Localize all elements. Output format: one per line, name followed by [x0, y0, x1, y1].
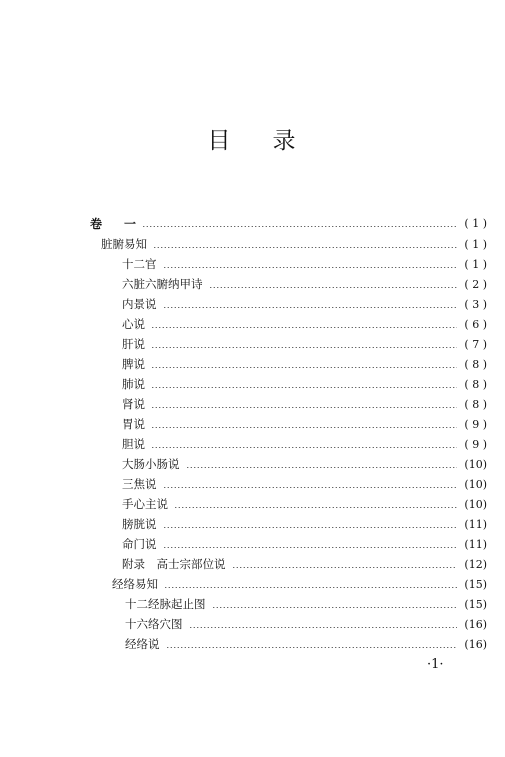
toc-entry[interactable] [122, 294, 487, 314]
toc-entry-label: 三焦说 [122, 477, 157, 491]
toc-entry[interactable] [122, 254, 487, 274]
toc-entry-label-part: 一 [124, 216, 137, 231]
toc-entry-page: ( 9 ) [464, 437, 487, 451]
toc-entry[interactable] [122, 314, 487, 334]
leader-dots [163, 527, 458, 528]
toc-entry-page: (16) [464, 637, 487, 651]
toc-entry-label: 十二经脉起止图 [125, 597, 206, 611]
toc-entry-label: 内景说 [122, 297, 157, 311]
toc-entry-label: 胆说 [122, 437, 145, 451]
toc-entry-page: ( 8 ) [464, 357, 487, 371]
toc-entry-label: 大肠小肠说 [122, 457, 180, 471]
leader-dots [151, 427, 457, 428]
toc-entry-label: 膀胱说 [122, 517, 157, 531]
toc-entry[interactable] [125, 594, 487, 614]
page-number: ·1· [427, 657, 444, 672]
toc-entry-page: (11) [464, 537, 487, 551]
toc-entry-page: (15) [464, 577, 487, 591]
toc-entry[interactable] [112, 574, 487, 594]
toc-entry-label: 经络易知 [112, 577, 158, 591]
toc-entry[interactable] [122, 554, 487, 574]
leader-dots [212, 607, 458, 608]
toc-entry-page: ( 6 ) [464, 317, 487, 331]
toc-entry-label: 附录 高士宗部位说 [122, 557, 226, 571]
toc-entry-page: ( 2 ) [464, 277, 487, 291]
leader-dots [163, 307, 458, 308]
leader-dots [151, 387, 457, 388]
toc-entry-label: 胃说 [122, 417, 145, 431]
leader-dots [189, 627, 458, 628]
leader-dots [142, 226, 457, 227]
toc-entry[interactable] [122, 454, 487, 474]
toc-entry[interactable] [101, 234, 487, 254]
leader-dots [163, 547, 458, 548]
toc-entry[interactable] [122, 494, 487, 514]
toc-entry[interactable] [90, 213, 487, 233]
leader-dots [151, 447, 457, 448]
toc-entry-label: 六脏六腑纳甲诗 [122, 277, 203, 291]
page-title-char-1: 目 [207, 128, 233, 154]
toc-entry-label: 脾说 [122, 357, 145, 371]
toc-entry-label [90, 215, 142, 232]
toc-entry-page: (10) [464, 477, 487, 491]
page-title-char-2: 录 [272, 128, 298, 154]
leader-dots [151, 327, 457, 328]
toc-entry-label: 肾说 [122, 397, 145, 411]
toc-entry-label: 经络说 [125, 637, 160, 651]
toc-entry-page: ( 8 ) [464, 377, 487, 391]
leader-dots [151, 407, 457, 408]
toc-entry-page: ( 1 ) [464, 237, 487, 251]
toc-entry[interactable] [125, 614, 487, 634]
toc-entry[interactable] [122, 534, 487, 554]
toc-entry[interactable] [122, 394, 487, 414]
toc-entry-label: 肝说 [122, 337, 145, 351]
toc-entry[interactable] [122, 514, 487, 534]
toc-entry-page: ( 8 ) [464, 397, 487, 411]
leader-dots [153, 247, 457, 248]
toc-entry-page: ( 3 ) [464, 297, 487, 311]
toc-entry[interactable] [122, 474, 487, 494]
toc-entry[interactable] [122, 374, 487, 394]
leader-dots [166, 647, 458, 648]
leader-dots [163, 267, 458, 268]
toc-entry-label: 十六络穴图 [125, 617, 183, 631]
leader-dots [163, 487, 458, 488]
toc-entry[interactable] [122, 274, 487, 294]
toc-entry-page: (11) [464, 517, 487, 531]
toc-entry-page: (10) [464, 457, 487, 471]
toc-entry-page: ( 1 ) [464, 257, 487, 271]
toc-entry-page: (10) [464, 497, 487, 511]
page-title [0, 122, 505, 155]
toc-entry[interactable] [125, 634, 487, 654]
toc-entry-page: (12) [464, 557, 487, 571]
toc-entry[interactable] [122, 414, 487, 434]
toc-entry-label-part: 卷 [90, 216, 103, 231]
toc-entry-label: 心说 [122, 317, 145, 331]
toc-entry-label: 手心主说 [122, 497, 168, 511]
toc-entry-label: 肺说 [122, 377, 145, 391]
leader-dots [151, 347, 457, 348]
toc-entry-page: ( 7 ) [464, 337, 487, 351]
toc-entry-label: 命门说 [122, 537, 157, 551]
toc-entry-label: 十二官 [122, 257, 157, 271]
leader-dots [174, 507, 457, 508]
toc-entry[interactable] [122, 434, 487, 454]
leader-dots [186, 467, 458, 468]
toc-entry-page: (16) [464, 617, 487, 631]
toc-entry-page: ( 9 ) [464, 417, 487, 431]
toc-entry-label: 脏腑易知 [101, 237, 147, 251]
leader-dots [232, 567, 458, 568]
leader-dots [151, 367, 457, 368]
toc-entry[interactable] [122, 354, 487, 374]
toc-entry-page: (15) [464, 597, 487, 611]
toc-entry[interactable] [122, 334, 487, 354]
leader-dots [209, 287, 458, 288]
leader-dots [164, 587, 457, 588]
toc-entry-page: ( 1 ) [464, 216, 487, 230]
